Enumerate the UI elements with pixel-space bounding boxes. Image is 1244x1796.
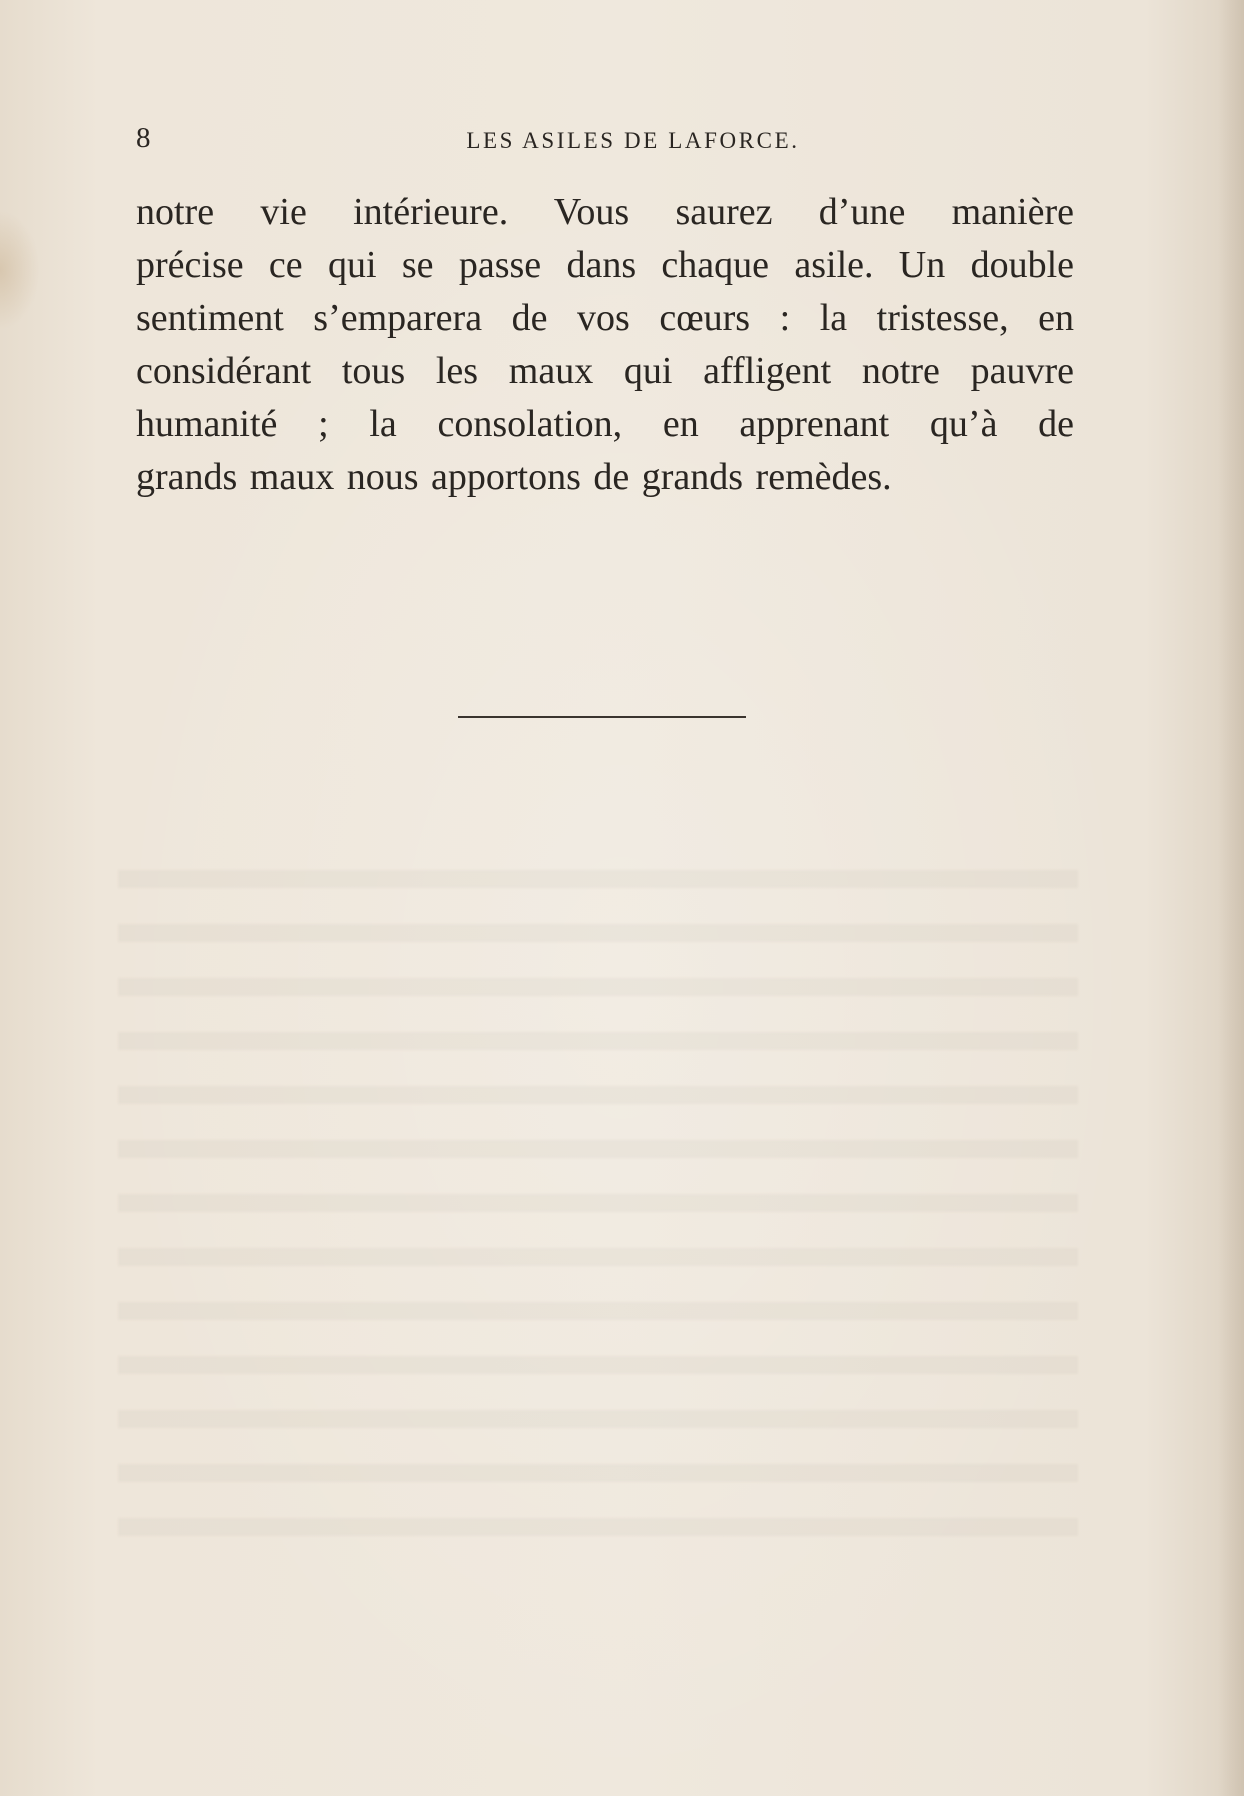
page-edge-shadow (1218, 0, 1244, 1796)
section-divider-rule (458, 716, 746, 718)
text-line: notre vie intérieure. Vous saurez d’une manière (136, 191, 1074, 233)
text-line: humanité ; la consolation, en apprenant qu’à de (136, 403, 1074, 445)
show-through-text (118, 840, 1078, 1560)
text-line: considérant tous les maux qui affligent notre pauvre (136, 350, 1074, 392)
text-line: précise ce qui se passe dans chaque asile. Un double (136, 244, 1074, 286)
text-line: grands maux nous apportons de grands remèdes. (136, 456, 892, 498)
paper-stain (0, 210, 40, 330)
running-head (136, 118, 1082, 158)
body-paragraph (136, 186, 1074, 504)
text-line: sentiment s’emparera de vos cœurs : la tristesse, en (136, 297, 1074, 339)
page-number: 8 (136, 122, 151, 154)
running-title: LES ASILES DE LAFORCE. (466, 128, 800, 153)
